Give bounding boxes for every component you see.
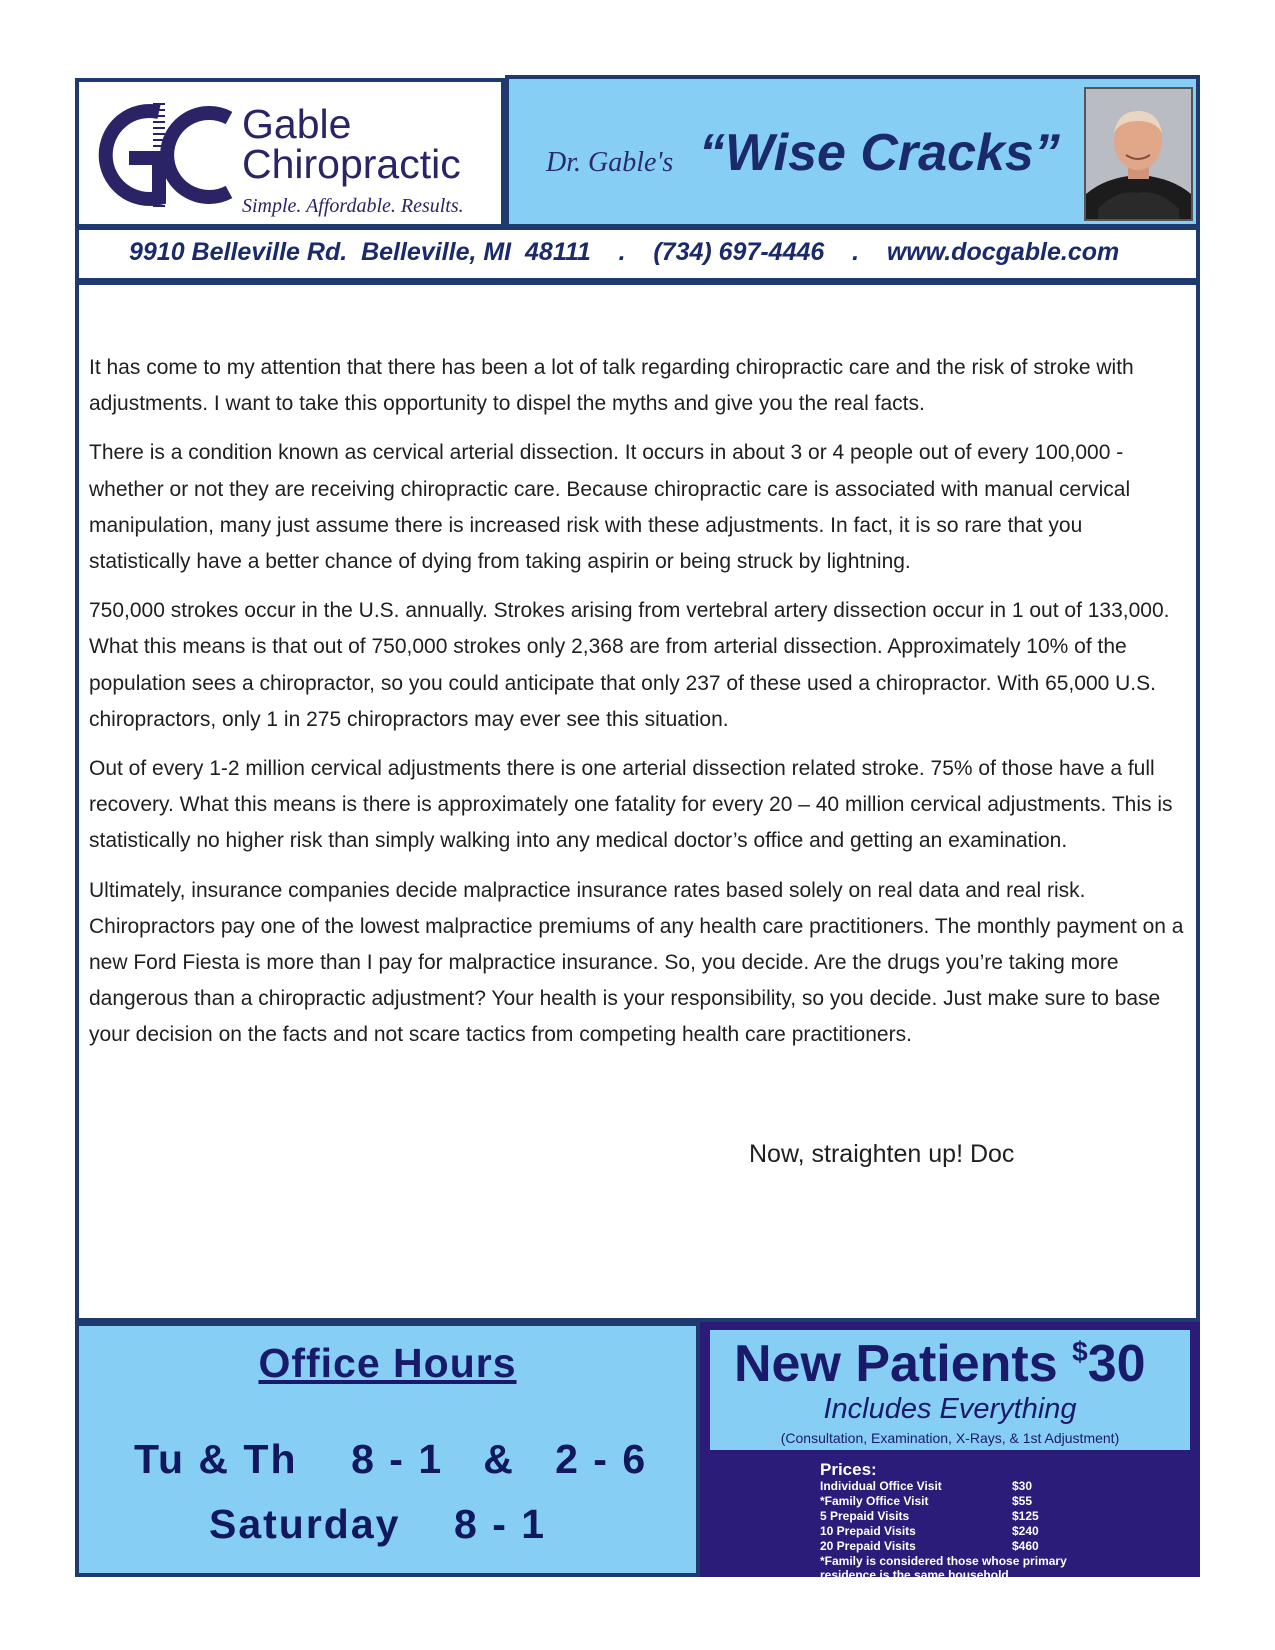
new-patients-title-text: New Patients [734,1335,1058,1393]
office-hours-row: Saturday 8 - 1 [209,1501,547,1547]
price-value: $55 [1012,1494,1033,1508]
price-list [820,1460,1110,1582]
price-label: 10 Prepaid Visits [820,1524,916,1538]
office-hours-row: Tu & Th 8 - 1 & 2 - 6 [134,1436,648,1482]
price-label: 5 Prepaid Visits [820,1509,910,1523]
article-paragraph: There is a condition known as cervical arterial dissection. It occurs in about 3 or 4 people out of every 100,000 - whether or not they are receiving chiropractic care. Because chiropractic care is associated with manual cervical manipulation, many just assume there is increased risk with these adjustments. In fact, it is so rare that you statistically have a better chance of dying from taking aspirin or being struck by lightning. [89,441,1131,574]
article-paragraph: Out of every 1-2 million cervical adjustments there is one arterial dissection related stroke. 75% of those have a full recovery. What this means is there is approximately one fatality for every 20 – 40 million cervical adjustments. This is statistically no higher risk than simply walking into any medical doctor’s office and getting an examination. [89,757,1173,853]
article-box [75,282,1200,1322]
doctor-photo [1084,87,1193,221]
price-row [820,1524,1110,1539]
new-patients-subtitle: Includes Everything [823,1393,1077,1425]
article-paragraph: Ultimately, insurance companies decide malpractice insurance rates based solely on real data and real risk. Chiropractors pay one of the lowest malpractice premiums of any health care practitioners. The monthly payment on a new Ford Fiesta is more than I pay for malpractice insurance. So, you decide. Are the drugs you’re taking more dangerous than a chiropractic adjustment? Your health is your responsibility, so you decide. Just make sure to base your decision on the facts and not scare tactics from competing health care practitioners. [89,878,1184,1047]
price-label: 20 Prepaid Visits [820,1539,916,1553]
address-line: 9910 Belleville Rd. Belleville, MI 48111 . (734) 697-4446 . www.docgable.com [129,238,1120,266]
logo-name-line1: Gable [242,101,352,147]
logo-box [75,78,505,228]
new-patients-title [734,1334,1146,1394]
signoff: Now, straighten up! Doc [749,1140,1015,1168]
logo-name-line2: Chiropractic [242,141,461,187]
price-row [820,1494,1110,1509]
price-row [820,1479,1110,1494]
article-paragraph: 750,000 strokes occur in the U.S. annually. Strokes arising from vertebral artery dissection occur in 1 out of 133,000. What this means is that out of 750,000 strokes only 2,368 are from arterial dissection. Approximately 10% of the population sees a chiropractor, so you could anticipate that only 237 of these used a chiropractor. With 65,000 U.S. chiropractors, only 1 in 275 chiropractors may ever see this situation. [89,599,1170,731]
new-patients-box [700,1322,1200,1582]
price-value: $240 [1012,1524,1039,1538]
price-symbol: $ [1072,1336,1088,1367]
price-value: $30 [1012,1479,1033,1493]
price-label: *Family Office Visit [820,1494,929,1508]
price-value: $460 [1012,1539,1039,1553]
new-patients-offer [710,1330,1190,1450]
price-list-title: Prices: [820,1460,877,1479]
article-paragraph: It has come to my attention that there has been a lot of talk regarding chiropractic care and the risk of stroke with adjustments. I want to take this opportunity to dispel the myths and give you the real facts. [89,356,1134,416]
new-patient-price: 30 [1087,1335,1146,1393]
logo-tagline: Simple. Affordable. Results. [242,195,464,217]
article-body [89,350,1189,1067]
new-patients-description: (Consultation, Examination, X-Rays, & 1st Adjustment) [780,1430,1120,1446]
doctor-portrait-icon [1086,89,1191,219]
family-note: *Family is considered those whose primary residence is the same household [820,1554,1067,1582]
office-hours-box [75,1322,700,1577]
office-hours-title: Office Hours [258,1340,517,1386]
title-box [505,75,1200,228]
gc-logo-icon [89,100,239,210]
price-row [820,1509,1110,1524]
title-prefix: Dr. Gable's [546,147,674,178]
page-title: “Wise Cracks” [699,124,1060,182]
address-bar [75,228,1200,282]
price-label: Individual Office Visit [820,1479,942,1493]
price-value: $125 [1012,1509,1039,1523]
price-row [820,1539,1110,1554]
